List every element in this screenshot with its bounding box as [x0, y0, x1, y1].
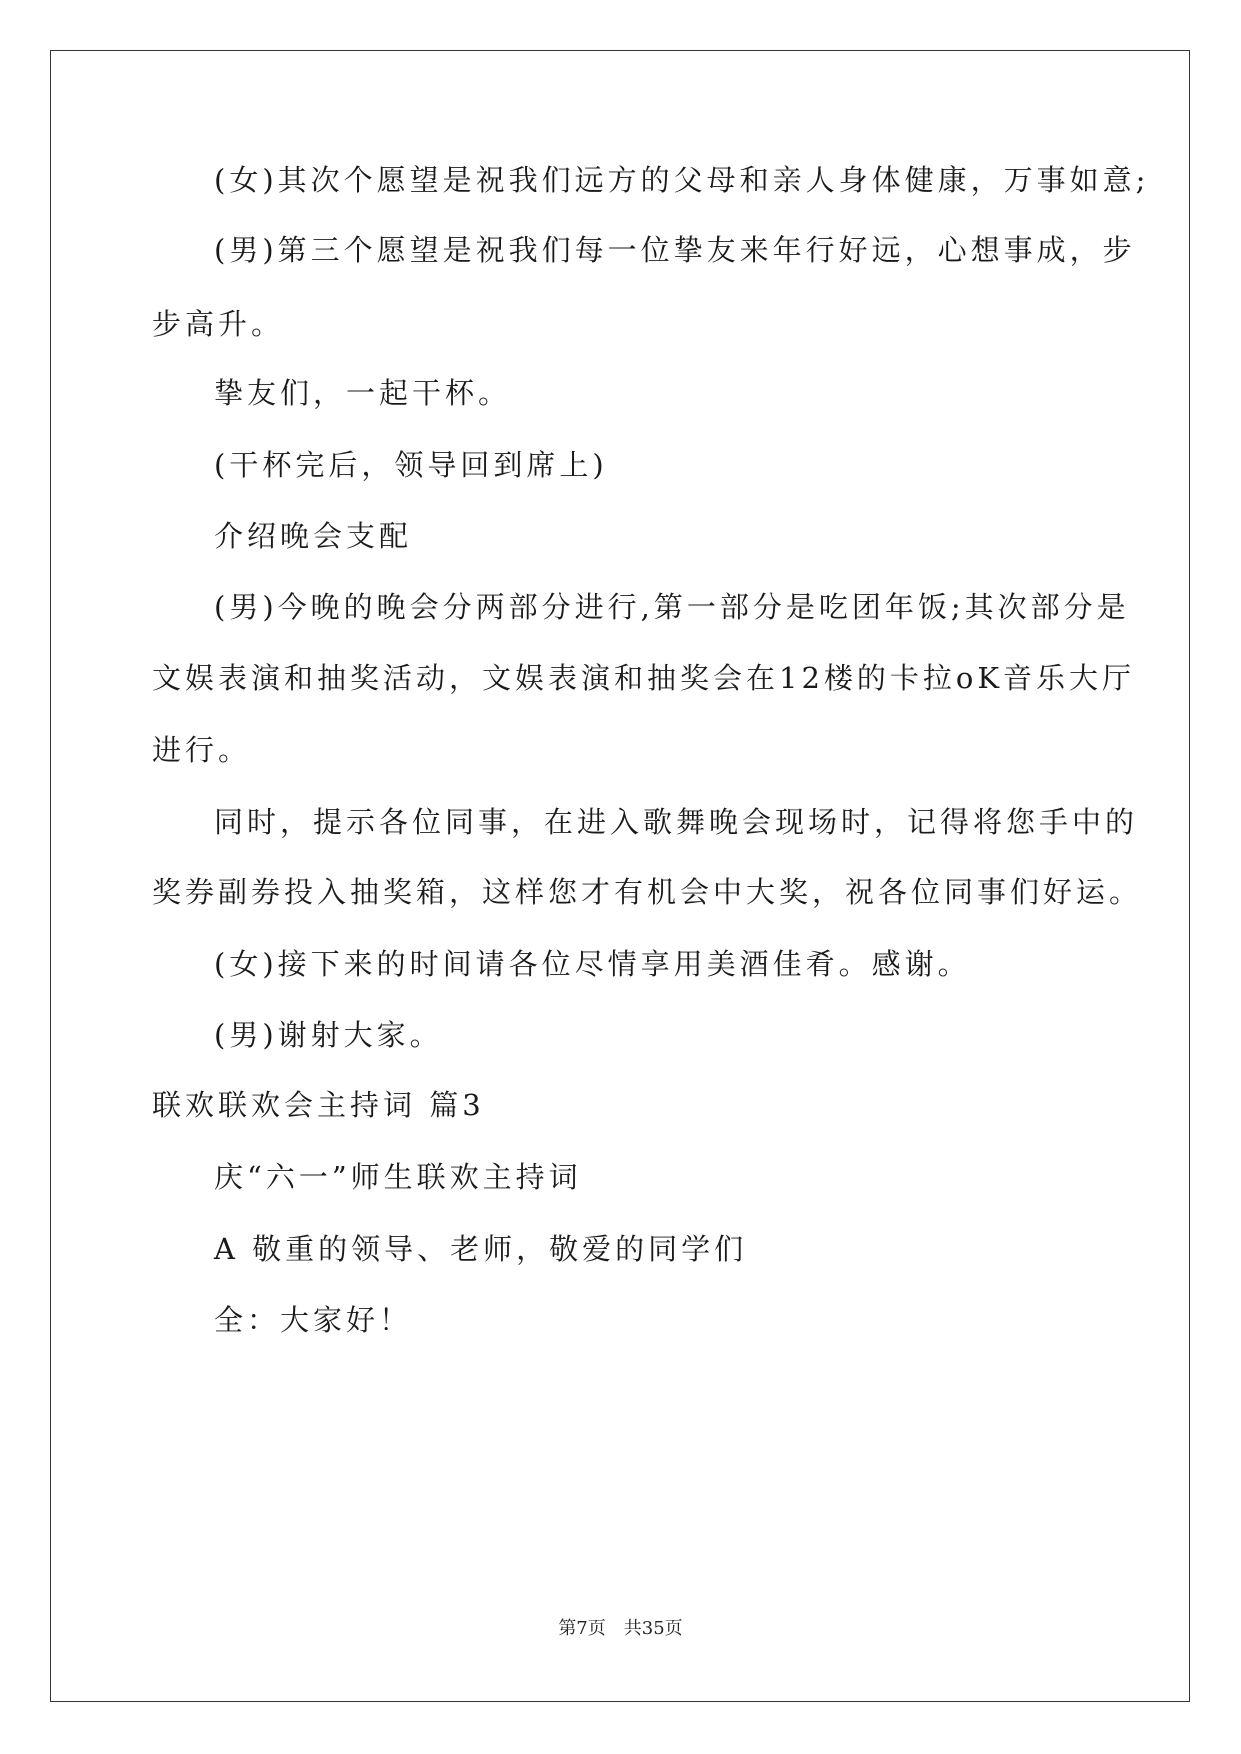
paragraph-line: (男)第三个愿望是祝我们每一位挚友来年行好远，心想事成，步 — [214, 233, 1136, 267]
paragraph-line: 介绍晚会支配 — [214, 519, 413, 553]
paragraph-line: A 敬重的领导、老师，敬爱的同学们 — [214, 1232, 748, 1266]
paragraph-line: (女)接下来的时间请各位尽情享用美酒佳肴。感谢。 — [214, 947, 971, 981]
paragraph-line: 奖券副券投入抽奖箱，这样您才有机会中大奖，祝各位同事们好运。 — [152, 875, 1143, 909]
paragraph-line: (男)今晚的晚会分两部分进行,第一部分是吃团年饭;其次部分是 — [214, 590, 1130, 624]
paragraph-line: (干杯完后，领导回到席上) — [214, 448, 608, 482]
paragraph-line: 步高升。 — [152, 307, 285, 341]
paragraph-line: 全：大家好！ — [214, 1303, 413, 1337]
paragraph-line: (女)其次个愿望是祝我们远方的父母和亲人身体健康，万事如意; — [214, 163, 1150, 197]
paragraph-line: 挚友们，一起干杯。 — [214, 376, 512, 410]
section-heading: 联欢联欢会主持词 篇3 — [152, 1088, 485, 1122]
paragraph-line: 进行。 — [152, 733, 252, 767]
paragraph-line: 庆“六一”师生联欢主持词 — [214, 1160, 582, 1194]
page-number: 第7页 共35页 — [558, 1618, 683, 1639]
paragraph-line: (男)谢射大家。 — [214, 1018, 443, 1052]
paragraph-line: 文娱表演和抽奖活动，文娱表演和抽奖会在12楼的卡拉oK音乐大厅 — [152, 661, 1136, 695]
paragraph-line: 同时，提示各位同事，在进入歌舞晚会现场时，记得将您手中的 — [214, 805, 1139, 839]
page-footer — [0, 1617, 1241, 1641]
